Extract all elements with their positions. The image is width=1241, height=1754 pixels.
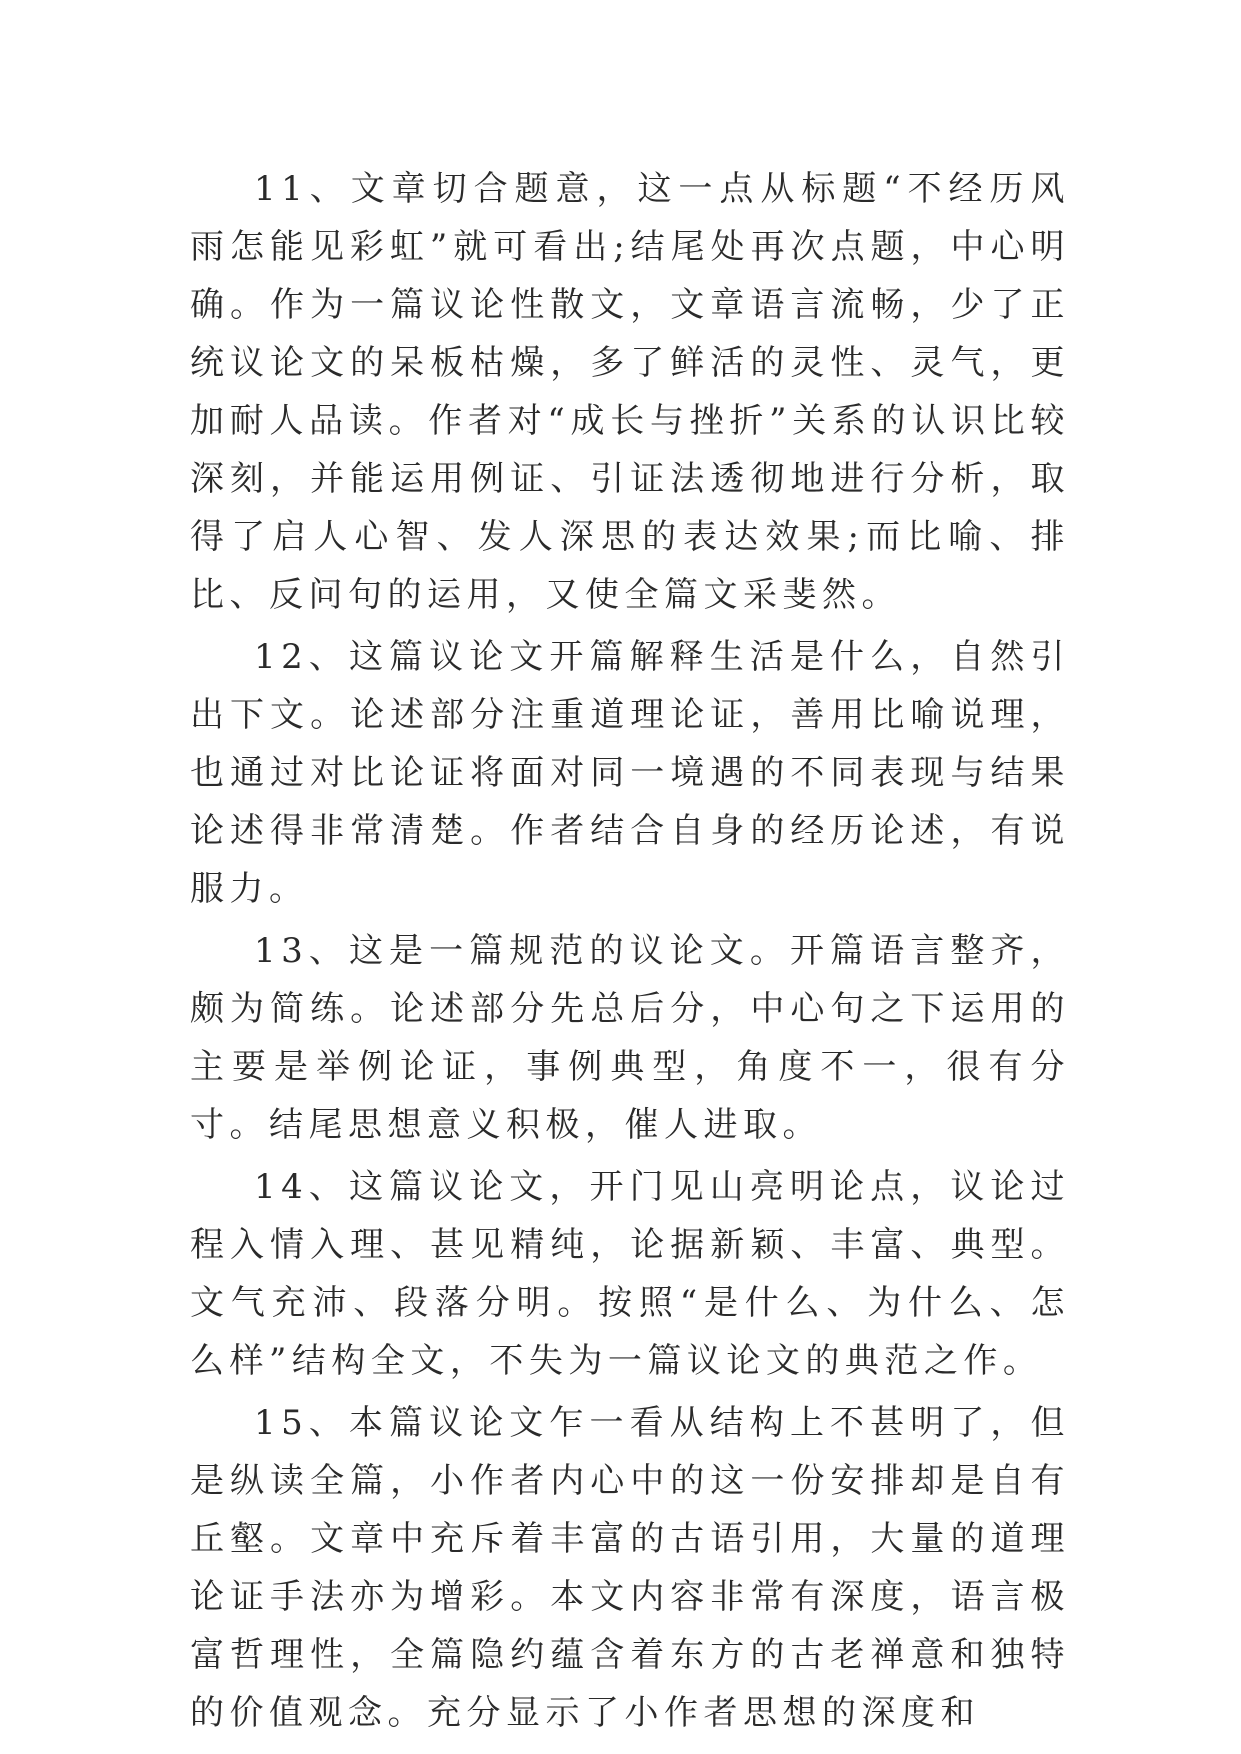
paragraph-15: 15、本篇议论文乍一看从结构上不甚明了，但是纵读全篇，小作者内心中的这一份安排却是自有丘壑。文章中充斥着丰富的古语引用，大量的道理论证手法亦为增彩。本文内容非常有深度，语言极富哲理性，全篇隐约蕴含着东方的古老禅意和独特的价值观念。充分显示了小作者思想的深度和: [190, 1403, 1070, 1733]
paragraph-12: 12、这篇议论文开篇解释生活是什么，自然引出下文。论述部分注重道理论证，善用比喻说理，也通过对比论证将面对同一境遇的不同表现与结果论述得非常清楚。作者结合自身的经历论述，有说服力。: [190, 637, 1070, 909]
paragraph-13: 13、这是一篇规范的议论文。开篇语言整齐，颇为简练。论述部分先总后分，中心句之下运用的主要是举例论证，事例典型，角度不一，很有分寸。结尾思想意义积极，催人进取。: [190, 931, 1070, 1145]
document-body: [190, 160, 1070, 1746]
paragraph-11: 11、文章切合题意，这一点从标题“不经历风雨怎能见彩虹”就可看出;结尾处再次点题，中心明确。作为一篇议论性散文，文章语言流畅，少了正统议论文的呆板枯燥，多了鲜活的灵性、灵气，更加耐人品读。作者对“成长与挫折”关系的认识比较深刻，并能运用例证、引证法透彻地进行分析，取得了启人心智、发人深思的表达效果;而比喻、排比、反问句的运用，又使全篇文采斐然。: [190, 169, 1070, 615]
paragraph-14: 14、这篇议论文，开门见山亮明论点，议论过程入情入理、甚见精纯，论据新颖、丰富、典型。文气充沛、段落分明。按照“是什么、为什么、怎么样”结构全文，不失为一篇议论文的典范之作。: [190, 1167, 1070, 1381]
